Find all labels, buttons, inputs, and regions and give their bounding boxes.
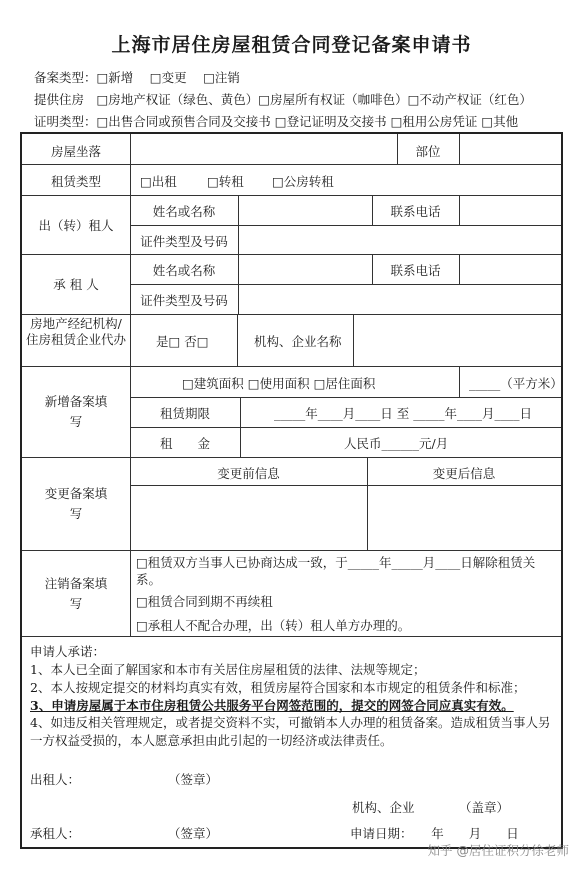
rent-label: 租 金 [159, 436, 210, 451]
column-divider [459, 366, 460, 397]
lessee-seal: （签章） [168, 826, 219, 841]
column-divider [459, 134, 460, 164]
lessor-label: 出（转）租人 [38, 218, 114, 233]
column-divider [459, 254, 460, 284]
unit-label: 部位 [415, 144, 441, 159]
column-divider [353, 314, 354, 366]
lessor-phone-label: 联系电话 [390, 204, 441, 219]
lease-type-option-sublet[interactable]: □转租 [207, 174, 244, 189]
lease-period-label: 租赁期限 [159, 406, 210, 421]
row-divider [22, 550, 561, 551]
row-divider [22, 366, 561, 367]
new-record-label: 新增备案填写 [44, 394, 108, 429]
column-divider [238, 254, 239, 314]
pledge-item-4: 4、如违反相关管理规定，或者提交资料不实，可撤销本人办理的租赁备案。造成租赁当事人另一方权益受损的，本人愿意承担由此引起的一切经济或法律责任。 [30, 715, 551, 748]
row-divider [22, 636, 561, 637]
org-seal: （盖章） [459, 800, 510, 815]
record-type-line: 备案类型：□新增 □变更 □注销 [34, 70, 240, 85]
lessor-signature-label: 出租人： [30, 772, 81, 787]
change-before-label: 变更前信息 [217, 466, 280, 481]
lease-type-label: 租赁类型 [50, 174, 101, 189]
row-divider [130, 397, 561, 398]
change-after-label: 变更后信息 [432, 466, 496, 481]
agency-yes-no-choice[interactable]: 是□ 否□ [156, 334, 209, 349]
row-divider [130, 427, 561, 428]
pledge-item-1: 1、本人已全面了解国家和本市有关居住房屋租赁的法律、法规等规定； [30, 662, 426, 677]
row-divider [22, 164, 561, 165]
column-divider [459, 195, 460, 225]
application-form-table [20, 132, 563, 849]
zhihu-watermark: 知乎 @居住证积分徐老师 [427, 843, 569, 858]
cancel-option-agreement[interactable]: □租赁双方当事人已协商达成一致，于_____年_____月____日解除租赁关系。 [136, 555, 536, 587]
lessee-phone-label: 联系电话 [390, 263, 441, 278]
area-unit: _____（平方米） [469, 376, 563, 391]
row-divider [22, 254, 561, 255]
proof-type-line: 提供住房 □房地产权证（绿色、黄色）□房屋所有权证（咖啡色）□不动产权证（红色） [34, 92, 532, 107]
area-type-options[interactable]: □建筑面积 □使用面积 □居住面积 [182, 376, 376, 391]
column-divider [237, 314, 238, 366]
lease-period-value: _____年____月____日 至 _____年____月____日 [274, 406, 532, 421]
lessee-label: 承 租 人 [53, 277, 99, 292]
org-signature-label: 机构、企业 [352, 800, 415, 815]
pledge-title: 申请人承诺： [30, 644, 106, 659]
column-divider [238, 195, 239, 254]
row-divider [130, 485, 561, 486]
pledge-item-3: 3、申请房屋属于本市住房租赁公共服务平台网签范围的，提交的网签合同应真实有效。 [30, 698, 514, 713]
lease-type-option-rent[interactable]: □出租 [140, 174, 177, 189]
lessee-signature-label: 承租人： [30, 826, 81, 841]
location-label: 房屋坐落 [50, 144, 101, 159]
lessor-seal: （签章） [168, 772, 219, 787]
lessor-id-label: 证件类型及号码 [140, 234, 228, 249]
change-record-label: 变更备案填写 [44, 486, 108, 521]
row-divider [22, 195, 561, 196]
pledge-item-2: 2、本人按规定提交的材料均真实有效，租赁房屋符合国家和本市规定的租赁条件和标准； [30, 680, 526, 695]
form-title: 上海市居住房屋租赁合同登记备案申请书 [111, 34, 472, 56]
lessor-name-label: 姓名或名称 [152, 204, 216, 219]
row-divider [130, 225, 561, 226]
cancel-option-expired[interactable]: □租赁合同到期不再续租 [136, 594, 273, 609]
row-divider [22, 314, 561, 315]
application-date: 申请日期： 年 月 日 [350, 826, 519, 841]
row-divider [130, 284, 561, 285]
row-divider [22, 457, 561, 458]
lessee-id-label: 证件类型及号码 [140, 293, 228, 308]
lease-type-option-public-sublet[interactable]: □公房转租 [272, 174, 334, 189]
rent-value: 人民币______元/月 [344, 436, 449, 451]
agency-label: 房地产经纪机构/住房租赁企业代办 [26, 316, 127, 347]
column-divider [240, 397, 241, 457]
agency-name-label: 机构、企业名称 [254, 334, 342, 349]
lessee-name-label: 姓名或名称 [152, 263, 216, 278]
cancel-option-unilateral[interactable]: □承租人不配合办理，出（转）租人单方办理的。 [136, 618, 411, 633]
certificate-type-line: 证明类型：□出售合同或预售合同及交接书 □登记证明及交接书 □租用公房凭证 □其他 [34, 114, 519, 129]
cancel-record-label: 注销备案填写 [44, 576, 108, 611]
